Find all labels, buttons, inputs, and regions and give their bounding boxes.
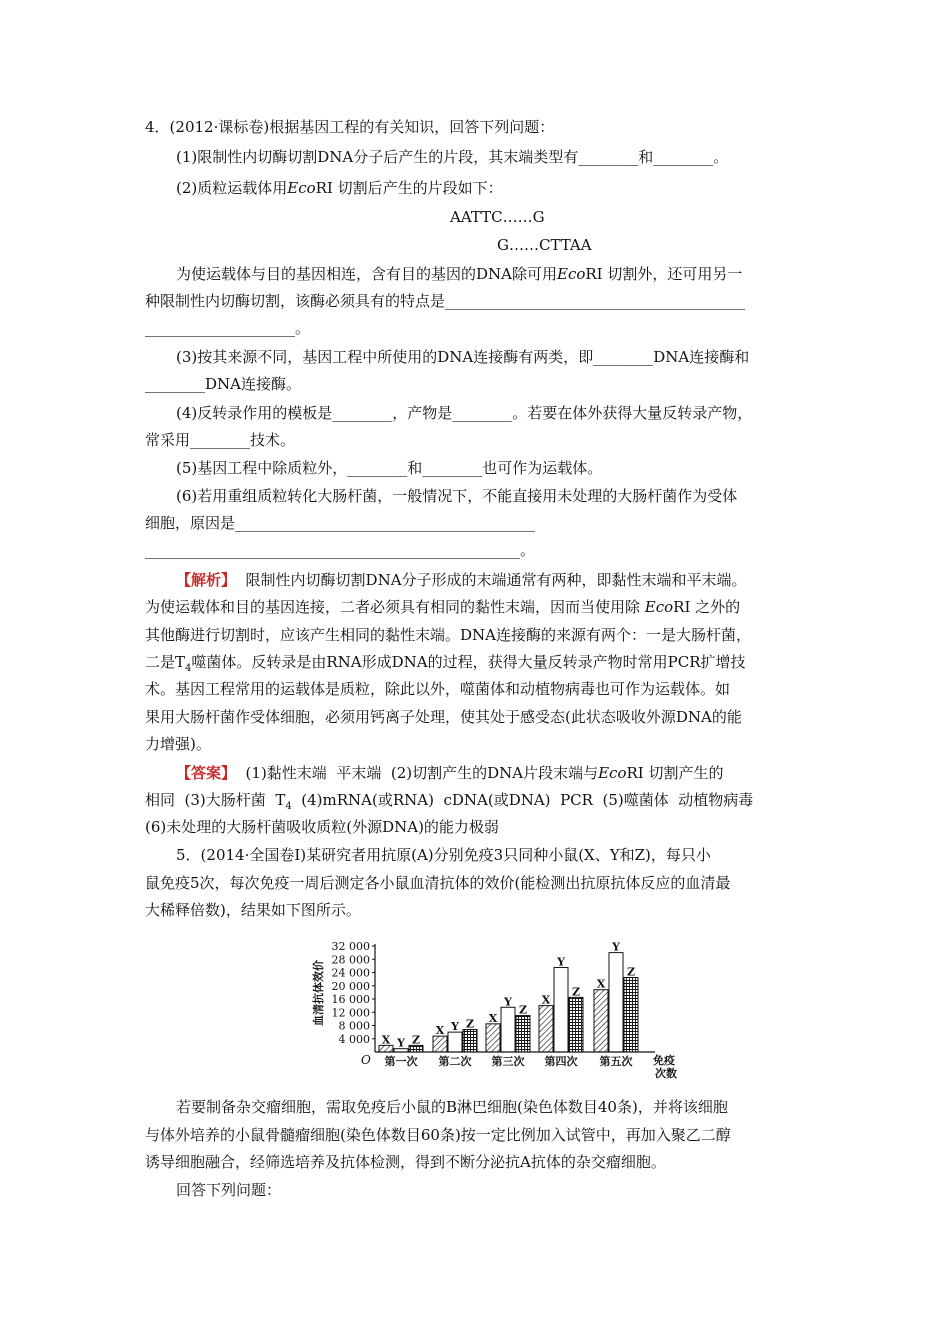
bar-z [463, 1029, 477, 1052]
antibody-titer-chart [305, 938, 695, 1088]
q4-part5: (5)基因工程中除质粒外，________和________也可作为运载体。 [176, 459, 603, 477]
q4-part4: (4)反转录作用的模板是________，产物是________。若要在体外获得大量反转录产物， [176, 404, 753, 422]
y-tick-label: 32 000 [331, 940, 370, 953]
q4-part6-end: __________________________________________________。 [145, 541, 536, 559]
q4-part3: (3)按其来源不同，基因工程中所使用的DNA连接酶有两类，即________DNA连接酶和 [176, 348, 750, 366]
q4-part4-end: 常采用________技术。 [145, 431, 296, 449]
after-line-4: 回答下列问题： [176, 1181, 282, 1199]
bar-y [501, 1007, 515, 1052]
y-tick-label: 28 000 [331, 953, 370, 967]
x-category-label: 第四次 [544, 1055, 578, 1068]
x-category-label: 第五次 [599, 1055, 633, 1068]
bar-series-label: Y [557, 955, 565, 969]
q4-part3-end: ________DNA连接酶。 [145, 375, 301, 393]
bar-series-label: X [381, 1033, 391, 1047]
origin-label: O [361, 1053, 371, 1067]
bar-x [594, 990, 608, 1052]
bar-series-label: Y [451, 1020, 459, 1034]
y-axis-label: 血清抗体效价 [312, 960, 325, 1026]
x-category-label: 第一次 [384, 1055, 418, 1068]
y-tick-label: 12 000 [331, 1006, 370, 1020]
bar-x [539, 1006, 553, 1052]
bar-series-label: Y [612, 940, 620, 954]
q4-part1: (1)限制性内切酶切割DNA分子后产生的片段，其末端类型有________和________。 [176, 148, 729, 166]
bar-series-label: Z [411, 1033, 421, 1047]
analysis-line-1: 【解析】 限制性内切酶切割DNA分子形成的末端通常有两种，即黏性末端和平末端。 [176, 571, 747, 589]
x-axis-label: 免疫 [653, 1054, 675, 1067]
analysis-line-2: 为使运载体和目的基因连接，二者必须具有相同的黏性末端，因而当使用除 EcoRⅠ 之外的 [145, 598, 741, 616]
analysis-line-4: 二是$T_4$噬菌体。反转录是由RNA形成DNA的过程，获得大量反转录产物时常用PCR扩增技 [145, 653, 746, 674]
bar-series-label: Z [626, 965, 636, 979]
analysis-tag: 【解析】 [176, 571, 237, 589]
y-tick-label: 20 000 [331, 979, 370, 993]
bar-x [486, 1024, 500, 1052]
analysis-line-7: 力增强)。 [145, 735, 211, 753]
after-line-3: 诱导细胞融合，经筛选培养及抗体检测，得到不断分泌抗A抗体的杂交瘤细胞。 [145, 1153, 666, 1171]
bar-y [554, 968, 568, 1052]
answer-tag: 【答案】 [176, 764, 237, 782]
sequence-bottom: G……CTTAA [497, 236, 592, 254]
q4-part2-blank-end: ____________________。 [145, 319, 311, 337]
y-tick-label: 24 000 [331, 966, 370, 980]
bar-x [433, 1036, 447, 1052]
q5-line-3: 大稀释倍数)，结果如下图所示。 [145, 901, 361, 919]
answer-line-3: (6)未处理的大肠杆菌吸收质粒(外源DNA)的能力极弱 [145, 818, 499, 836]
bar-z [569, 997, 583, 1052]
q5-line-1: 5．(2014·全国卷Ⅰ)某研究者用抗原(A)分别免疫3只同种小鼠(X、Y和Z)，每只小 [176, 846, 711, 864]
bar-series-label: Z [518, 1003, 528, 1017]
bar-series-label: X [488, 1011, 498, 1025]
q4-part6-mid: 细胞，原因是________________________________________ [145, 514, 536, 532]
q4-part2-blank: 种限制性内切酶切割，该酶必须具有的特点是________________________________________ [145, 292, 746, 310]
bar-y [609, 953, 623, 1052]
bar-z [516, 1016, 530, 1052]
sequence-top: AATTC……G [450, 208, 545, 226]
answer-line-1: 【答案】 (1)黏性末端 平末端 (2)切割产生的DNA片段末端与EcoRⅠ 切割产生的 [176, 764, 724, 782]
bar-z [624, 977, 638, 1052]
q4-part2-text: 为使运载体与目的基因相连，含有目的基因的DNA除可用EcoRⅠ 切割外，还可用另一 [176, 265, 743, 283]
y-tick-label: 16 000 [331, 993, 370, 1006]
x-category-label: 第二次 [438, 1055, 472, 1068]
x-category-label: 第三次 [491, 1055, 525, 1068]
bar-series-label: Y [504, 995, 512, 1009]
bar-series-label: Z [571, 985, 581, 999]
q5-line-2: 鼠免疫5次，每次免疫一周后测定各小鼠血清抗体的效价(能检测出抗原抗体反应的血清最 [145, 874, 731, 892]
answer-line-2: 相同 (3)大肠杆菌 $T_4$ (4)mRNA(或RNA) cDNA(或DNA) PCR (5)噬菌体 动植物病毒 [145, 791, 754, 812]
bar-series-label: X [596, 977, 606, 991]
q4-part2: (2)质粒运载体用EcoRⅠ 切割后产生的片段如下： [176, 179, 503, 197]
analysis-line-5: 术。基因工程常用的运载体是质粒，除此以外，噬菌体和动植物病毒也可作为运载体。如 [145, 680, 731, 698]
q4-part6: (6)若用重组质粒转化大肠杆菌，一般情况下，不能直接用未处理的大肠杆菌作为受体 [176, 487, 738, 505]
bar-y [448, 1032, 462, 1052]
q4-title: 4．(2012·课标卷)根据基因工程的有关知识，回答下列问题： [145, 118, 555, 136]
analysis-line-3: 其他酶进行切割时，应该产生相同的黏性末端。DNA连接酶的来源有两个：一是大肠杆菌， [145, 626, 751, 644]
after-line-1: 若要制备杂交瘤细胞，需取免疫后小鼠的B淋巴细胞(染色体数目40条)，并将该细胞 [176, 1098, 728, 1116]
bar-series-label: X [435, 1024, 445, 1038]
x-axis-label-line-2: 次数 [655, 1067, 677, 1080]
bar-series-label: Z [465, 1017, 475, 1031]
bar-series-label: Y [397, 1036, 405, 1050]
after-line-2: 与体外培养的小鼠骨髓瘤细胞(染色体数目60条)按一定比例加入试管中，再加入聚乙二醇 [145, 1126, 731, 1144]
y-tick-label: 4 000 [338, 1032, 370, 1046]
analysis-line-6: 果用大肠杆菌作受体细胞，必须用钙离子处理，使其处于感受态(此状态吸收外源DNA的能 [145, 708, 742, 726]
y-tick-label: 8 000 [338, 1019, 370, 1033]
bar-series-label: X [541, 993, 551, 1007]
